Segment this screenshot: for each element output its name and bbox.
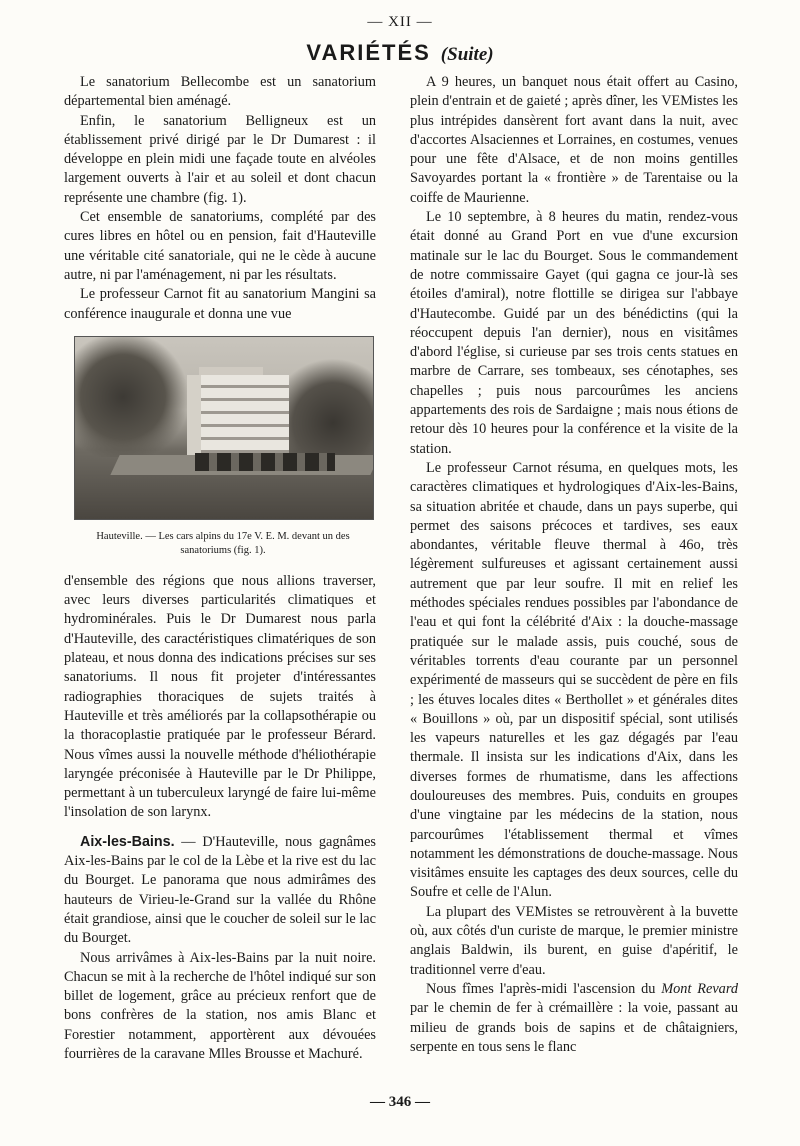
paragraph: Le professeur Carnot résuma, en quelques mots, les caractères climatiques et hydrologiques d'Aix-les-Bains, sa situation abritée et chaude, dans un pays superbe, qui permet des saisons précoces et tardives, ses eaux abondantes, véritable fleuve thermal à 46o, très légèrement sulfureuses et agissant certainement aussi autrement que par leur soufre. Il mit en relief les méthodes spéciales rendues possibles par l'abondance de l'eau et qui font la célébrité d'Aix : la douche-massage pratiquée sur le malade assis, puis couché, sous de véritables torrents d'eau courante par un personnel expérimenté de masseurs qui se succèdent de père en fils ; les étuves locales dites « Berthollet » et générales dites « Bouillons » où, par un dispositif spécial, sont utilisés les vapeurs naturelles et les gaz dégagés par l'eau thermale. Il insista sur les indications d'Aix, dans les diverses formes de rhumatisme, dans les affections douloureuses des membres. Puis, conduits en groupes d'une vingtaine par les médecins de la station, nous parcourûmes l'établissement thermal et vîmes notamment les démonstrations de douche-massage. Nous visitâmes ensuite les captages des deux sources, celle du Soufre et celle de l'Alun. — [410, 459, 738, 901]
section-heading: Aix-les-Bains. — [80, 833, 175, 850]
right-column — [410, 73, 738, 1057]
trees-left — [75, 337, 195, 457]
text-run: Nous fîmes l'après-midi l'ascension du — [426, 980, 662, 997]
paragraph: Nous arrivâmes à Aix-les-Bains par la nuit noire. Chacun se mit à la recherche de l'hôtel indiqué sur son billet de logement, grâce au précieux renfort que de bons confrères de la station, nos amis Blanc et Forestier notamment, apportèrent aux dévouées fourrières de la caravane Mlles Brousse et Machuré. — [64, 949, 376, 1062]
figure — [74, 336, 372, 558]
section-paragraph — [64, 833, 376, 949]
title-main: VARIÉTÉS — [306, 40, 431, 65]
paragraph: d'ensemble des régions que nous allions traverser, avec leurs diverses particularités climatiques et hydrominérales. Puis le Dr Dumarest nous parla d'Hauteville, des caractéristiques climatériques de son plateau, et nous donna des indications précises sur ses sanatoriums. Il nous fit projeter d'intéressantes radiographies thoraciques de sujets traités à Hauteville et très améliorés par la collapsothérapie ou la thoracoplastie pratiquée par le professeur Bérard. Nous vîmes aussi la nouvelle méthode d'héliothérapie laryngée préconisée à Hauteville par le Dr Philippe, permettant à un tuberculeux laryngé de faire lui-même l'insolation de son larynx. — [64, 572, 376, 821]
place-name-italic: Mont Revard — [661, 980, 738, 997]
title-subtitle: (Suite) — [440, 44, 494, 65]
figure-caption: Hauteville. — Les cars alpins du 17e V. E. M. devant un des sanatoriums (fig. 1). — [96, 530, 350, 556]
sanatorium-building — [187, 375, 289, 455]
paragraph: Le professeur Carnot fit au sanatorium Mangini sa conférence inaugurale et donna une vue — [64, 286, 376, 322]
paragraph: Le 10 septembre, à 8 heures du matin, rendez-vous était donné au Grand Port en vue d'une excursion matinale sur le lac du Bourget. Sous le commandement de notre commissaire Gayet (qui gagna ce jour-là ses étoiles d'amiral), notre flottille se dirigea sur l'abbaye d'Hautecombe. Guidé par un des bénédictins (qui la réoccupent depuis l'an dernier), nous en visitâmes d'abord l'église, si curieuse par ses trois cents statues en marbre de Carrare, ses tombeaux, ses cénotaphes, ses chapelles ; puis nous parcourûmes les anciens appartements des rois de Sardaigne ; mais nous étions de retour dès 10 heures pour la conférence et la visite de la station. — [410, 209, 738, 457]
text-run: par le chemin de fer à crémaillère : la voie, passant au milieu de grands bois de sapins et de châtaigniers, serpente en tous sens le flanc — [410, 1000, 738, 1055]
paragraph: Le sanatorium Bellecombe est un sanatorium départemental bien aménagé. — [64, 74, 376, 110]
paragraph — [410, 980, 738, 1057]
page-number: — 346 — — [370, 1094, 430, 1110]
roman-page-number: — XII — — [367, 14, 433, 30]
paragraph: La plupart des VEMistes se retrouvèrent à la buvette où, aux côtés d'un curiste de marque, le premier ministre anglais Baldwin, ils burent, en guise d'apéritif, le traditionnel verre d'eau. — [410, 903, 738, 978]
paragraph: Enfin, le sanatorium Belligneux est un établissement privé dirigé par le Dr Dumarest : il développe en plein midi une façade toute en alvéoles largement ouverts à l'air et au soleil et dont chacun représente une chambre (fig. 1). — [64, 112, 376, 206]
left-column — [64, 73, 376, 1064]
page-title — [0, 40, 800, 66]
paragraph: Cet ensemble de sanatoriums, complété par des cures libres en hôtel ou en pension, fait d'Hauteville une véritable cité sanatoriale, qui ne le cède à aucune autre, ni par l'aménagement, ni par les résultats. — [64, 209, 376, 283]
paragraph: A 9 heures, un banquet nous était offert au Casino, plein d'entrain et de gaieté ; après dîner, les VEMistes les plus intrépides dansèrent fort avant dans la nuit, avec d'accortes Alsaciennes et Lorraines, en costumes, venues pour une fête d'Alsace, et de non moins gentilles Savoyardes portant la « frontière » de Tarentaise ou la coiffe de Maurienne. — [410, 74, 738, 206]
sanatorium-photo — [74, 336, 374, 520]
section-text: — D'Hauteville, nous gagnâmes Aix-les-Bains par le col de la Lèbe et la rive est du lac du Bourget. Le panorama que nous admirâmes des hauteurs de Virieu-le-Grand sur la vallée du Rhône était grandiose, ainsi que le coucher de soleil sur le lac du Bourget. — [64, 833, 376, 947]
alpine-cars — [195, 453, 335, 471]
